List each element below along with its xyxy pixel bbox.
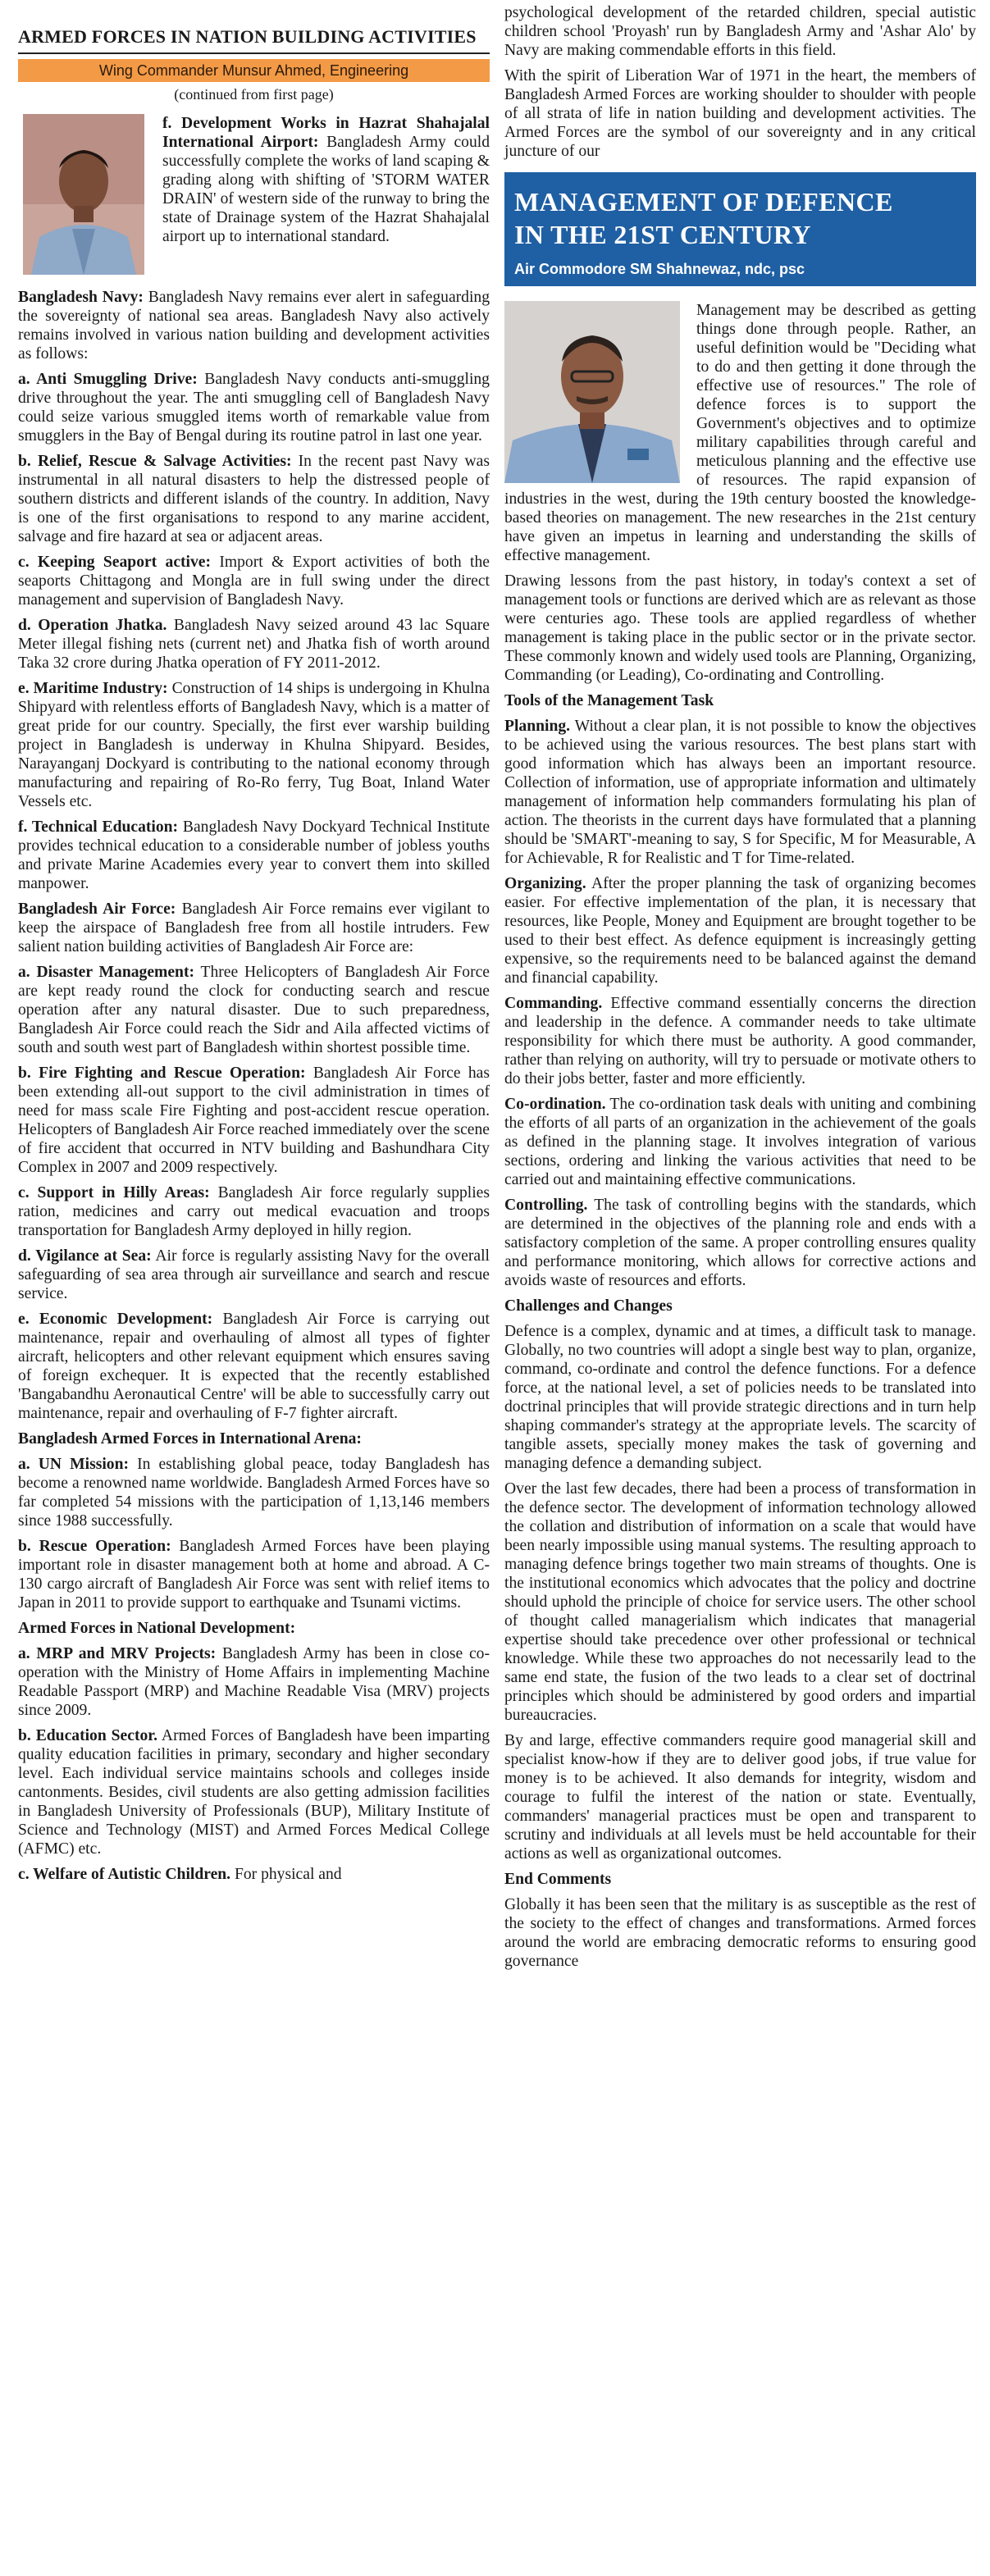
item-f-text: Bangladesh Army could successfully complete the works of land scaping & grading along with shifting of 'STORM WATER DRAIN' of western side of the runway to bring the state of Drainage system of the Hazrat Shahajalal airport up to international standard. <box>162 134 490 245</box>
nd-item-b-heading: b. Education Sector. <box>18 1727 158 1744</box>
organizing-text: After the proper planning the task of organizing becomes easier. For effective implementation of the plan, it is necessary that resources, like People, Money and Equipment are brought together to be used to their best effect. As defence equipment is increasingly getting expensive, so the requirements need to be balanced against the demand and financial capability. <box>504 875 976 987</box>
planning-text: Without a clear plan, it is not possible to know the objectives to be achieved using the various resources. The best plans start with good information which has always been an important resource. Collection of information, use of appropriate information and ultimately management of information help commanders formulating his plan of action. The theorists in the current days have formulated that a planning should be 'SMART'-meaning to say, S for Specific, M for Measurable, A for Achievable, R for Realistic and T for Time-related. <box>504 718 977 867</box>
author-photo-2 <box>504 301 680 483</box>
navy-item-e <box>18 679 490 811</box>
continued-text: psychological development of the retarded children, special autistic children school 'Proyash' run by Bangladesh Army and 'Ashar Alo' by Navy are making commendable efforts in this field. <box>504 4 976 59</box>
airforce-item-d-heading: d. Vigilance at Sea: <box>18 1247 152 1265</box>
navy-section <box>18 288 490 363</box>
article-banner <box>504 172 976 286</box>
banner-byline: Air Commodore SM Shahnewaz, ndc, psc <box>514 261 805 277</box>
controlling-para <box>504 1196 976 1290</box>
airforce-item-a-text: Three Helicopters of Bangladesh Air Force are kept ready round the clock for conducting search and rescue operation after any natural disaster. Due to such preparedness, Bangladesh Air Force could reach the Sidr and Aila affected victims of south and south west part of Bangladesh within shortest possible time. <box>18 964 490 1056</box>
navy-item-a <box>18 370 490 445</box>
airforce-item-c-heading: c. Support in Hilly Areas: <box>18 1184 210 1201</box>
navy-item-e-text: Construction of 14 ships is undergoing in Khulna Shipyard with relentless efforts of Bangladesh Navy, which is a matter of great pride for our country. Specially, the first ever warship building project in Bangladesh is underway in Khulna Shipyard. Besides, Narayanganj Dockyard is contributing to the national economy through manufacturing and repairing of Ro-Ro ferry, Tug Boat, Inland Water Vessels etc. <box>18 680 490 810</box>
navy-item-f-text: Bangladesh Navy Dockyard Technical Institute provides technical education to a considerable number of jobless youths and private Marine Academies every year to convert them into skilled manpower. <box>18 818 490 892</box>
navy-item-a-heading: a. Anti Smuggling Drive: <box>18 371 198 388</box>
lessons-para: Drawing lessons from the past history, in today's context a set of management tools or functions are derived which are as relevant as those were centuries ago. These tools are applied regardless of whether management is taking place in the public sector or in the private sector. These commonly known and widely used tools are Planning, Organizing, Commanding (or Leading), Co-ordinating and Controlling. <box>504 572 976 684</box>
nd-item-c-text: For physical and <box>234 1866 342 1883</box>
airforce-item-b-heading: b. Fire Fighting and Rescue Operation: <box>18 1065 306 1082</box>
navy-item-a-text: Bangladesh Navy conducts anti-smuggling drive throughout the year. The anti smuggling cell of Bangladesh Navy could seize various smuggled items worth of remarkable value from smugglers in the Bay of Bengal during its routine patrol in last one year. <box>18 371 490 445</box>
left-column <box>18 0 490 2576</box>
international-item-b-text: Bangladesh Armed Forces have been playing important role in disaster management both at home and abroad. A C-130 cargo aircraft of Bangladesh Air Force was sent with relief items to Japan in 2011 to provide support to earthquake and Tsunami victims. <box>18 1538 490 1612</box>
airforce-item-c-text: Bangladesh Air force regularly supplies ration, medicines and carry out medical evacuation and troops transportation for Bangladesh Army deployed in hilly region. <box>18 1184 490 1239</box>
navy-item-c-text: Import & Export activities of both the seaports Chittagong and Mongla are in full swing under the direct management and supervision of Bangladesh Navy. <box>18 554 490 609</box>
large-para: By and large, effective commanders require good managerial skill and specialist know-how if they are to deliver good jobs, if true value for money is to be achieved. It also demands for integrity, wisdom and courage to fulfil the interest of the nation or state. Eventually, commanders' managerial practices must be open and transparent to scrutiny and individuals at all levels must be held accountable for their actions as well as organizational outcomes. <box>504 1732 976 1862</box>
international-item-b <box>18 1537 490 1612</box>
navy-item-e-heading: e. Maritime Industry: <box>18 680 168 697</box>
international-item-a <box>18 1455 490 1530</box>
navy-item-c <box>18 553 490 609</box>
item-f-heading: f. Development Works in Hazrat Shahajalal International Airport: <box>162 115 490 151</box>
banner-title-line-1: MANAGEMENT OF DEFENCE <box>514 187 893 217</box>
commanding-heading: Commanding. <box>504 995 603 1012</box>
organizing-heading: Organizing. <box>504 875 586 892</box>
article-title: ARMED FORCES IN NATION BUILDING ACTIVITIES <box>18 26 477 47</box>
controlling-text: The task of controlling begins with the standards, which are determined in the objectives of the planning role and ends with a satisfactory completion of the same. A proper controlling ensures quality and performance monitoring, which allows for corrective actions and avoids waste of resources and efforts. <box>504 1197 976 1289</box>
international-item-a-text: In establishing global peace, today Bangladesh has become a renowned name worldwide. Bangladesh Armed Forces have so far completed 54 missions with the participation of 1,13,146 members since 1988 successfully. <box>18 1456 490 1530</box>
planning-para <box>504 717 976 868</box>
navy-item-f-heading: f. Technical Education: <box>18 818 179 836</box>
airforce-item-a <box>18 963 490 1057</box>
transformation-para: Over the last few decades, there had been a process of transformation in the defence sector. The development of information technology allowed the collation and distribution of information on a scale that would have been nearly impossible using manual systems. The resulting approach to managing defence brings together two main streams of thoughts. One is the institutional economics which advocates that the policy and doctrine should uphold the principle of choice for service users. The other school of thought called managerialism which indicates that managerial expertise should take precedence over other professional or technical knowledge. While these two approaches do not necessarily lead to the same end state, the fusion of the two leads to a clear set of doctrinal principles which should be administered by good orders and impartial bureaucracies. <box>504 1480 976 1724</box>
navy-item-c-heading: c. Keeping Seaport active: <box>18 554 212 571</box>
title-rule <box>18 52 490 54</box>
banner-title-line-2: IN THE 21ST CENTURY <box>514 220 811 249</box>
airforce-heading: Bangladesh Air Force: <box>18 900 176 918</box>
navy-intro: Bangladesh Navy remains ever alert in safeguarding the sovereignty of national sea areas. Bangladesh Navy also actively remains involved in various nation building and development activities as follows: <box>18 289 490 362</box>
author-byline: Wing Commander Munsur Ahmed, Engineering <box>18 59 490 82</box>
controlling-heading: Controlling. <box>504 1197 588 1214</box>
right-column <box>504 0 976 2576</box>
airforce-item-a-heading: a. Disaster Management: <box>18 964 194 981</box>
navy-heading: Bangladesh Navy: <box>18 289 144 306</box>
end-comments-heading: End Comments <box>504 1871 612 1888</box>
airforce-item-e <box>18 1310 490 1423</box>
challenges-heading: Challenges and Changes <box>504 1297 673 1315</box>
airforce-item-c <box>18 1183 490 1240</box>
navy-item-b-text: In the recent past Navy was instrumental in all natural disasters to help the distressed people of southern districts and different islands of the country. In addition, Navy is one of the first organisations to respond to any marine accident, salvage and fire hazard at sea or adjacent areas. <box>18 453 490 545</box>
navy-item-b-heading: b. Relief, Rescue & Salvage Activities: <box>18 453 292 470</box>
airforce-item-d-text: Air force is regularly assisting Navy for the overall safeguarding of sea area through air surveillance and search and rescue service. <box>18 1247 490 1302</box>
international-item-b-heading: b. Rescue Operation: <box>18 1538 171 1555</box>
liberation-para: With the spirit of Liberation War of 1971 in the heart, the members of Bangladesh Armed Forces are working shoulder to shoulder with people of all strata of life in nation building and development activities. The Armed Forces are the symbol of our sovereignty and in any critical juncture of our <box>504 67 976 160</box>
nd-item-b <box>18 1726 490 1858</box>
airforce-item-b <box>18 1064 490 1177</box>
airforce-item-e-text: Bangladesh Air Force is carrying out maintenance, repair and overhauling of almost all types of fighter aircraft, helicopters and other relevant equipment which ensures saving of foreign exchequer. It is expected that the recently established 'Bangabandhu Aeronautical Centre' will be able to successfully carry out maintenance, repair and overhauling of F-7 fighter aircraft. <box>18 1311 490 1422</box>
international-item-a-heading: a. UN Mission: <box>18 1456 129 1473</box>
navy-item-b <box>18 452 490 546</box>
airforce-item-e-heading: e. Economic Development: <box>18 1311 213 1328</box>
navy-item-d <box>18 616 490 672</box>
airforce-section <box>18 900 490 956</box>
challenges-para: Defence is a complex, dynamic and at times, a difficult task to manage. Globally, no two countries will adopt a single best way to plan, organize, command, co-ordinate and control the defence functions. For a defence force, at the national level, a set of policies needs to be translated into doctrinal principles that will provide strategic directions and in turn help shaping commander's strategy at the appropriate levels. The scarcity of tangible assets, specially money makes the task of governing and managing defence a demanding subject. <box>504 1323 976 1472</box>
coordination-para <box>504 1095 976 1189</box>
commanding-text: Effective command essentially concerns the direction and leadership in the defence. A commander needs to take ultimate responsibility for which there must be authority. A good commander, rather than relying on authority, will try to persuade or motivate others to do their jobs better, faster and more efficiently. <box>504 995 976 1087</box>
national-development-heading: Armed Forces in National Development: <box>18 1620 296 1637</box>
coordination-text: The co-ordination task deals with uniting and combining the efforts of all parts of an organization in the achievement of the goals as defined in the planning stage. It involves integration of various sections, ordering and linking the various activities that need to be carried out and maintaining effective communications. <box>504 1096 976 1188</box>
navy-item-f <box>18 818 490 893</box>
tools-heading: Tools of the Management Task <box>504 692 714 709</box>
airforce-item-b-text: Bangladesh Air Force has been extending all-out support to the civil administration in times of need for mass scale Fire Fighting and post-accident rescue operation. Helicopters of Bangladesh Air Force reached immediately over the scene of fire accident that occurred in NTV building and Bashundhara City Complex in 2007 and 2009 respectively. <box>18 1065 490 1176</box>
coordination-heading: Co-ordination. <box>504 1096 606 1113</box>
airforce-intro: Bangladesh Air Force remains ever vigilant to keep the airspace of Bangladesh free from all hostile intruders. Few salient nation building activities of Bangladesh Air Force are: <box>18 900 490 955</box>
end-comments-para: Globally it has been seen that the military is as susceptible as the rest of the society to the effect of changes and transformations. Armed forces around the world are embracing democratic reforms to ensuring good governance <box>504 1896 976 1970</box>
commanding-para <box>504 994 976 1088</box>
continued-note: (continued from first page) <box>174 86 334 103</box>
nd-item-a-heading: a. MRP and MRV Projects: <box>18 1645 217 1662</box>
nd-item-a-text: Bangladesh Army has been in close co-operation with the Ministry of Home Affairs in implementing Machine Readable Passport (MRP) and Machine Readable Visa (MRV) projects since 2009. <box>18 1645 490 1719</box>
nd-item-c-heading: c. Welfare of Autistic Children. <box>18 1866 231 1883</box>
intro-para: Management may be described as getting things done through people. Rather, an useful definition would be "Deciding what to do and then getting it done through the effective use of resources." The role of defence forces is to support the Government's objectives and to optimize military capabilities through careful and meticulous planning and the effective use of resources. The rapid expansion of industries in the west, during the 19th century boosted the knowledge-based theories on management. The new researches in the 21st century have given an impetus in learning and understanding the skills of effective management. <box>504 302 976 564</box>
navy-item-d-text: Bangladesh Navy seized around 43 lac Square Meter illegal fishing nets (current net) and Jhatka fish of worth around Taka 32 crore during Jhatka operation of FY 2011-2012. <box>18 617 490 672</box>
author-photo <box>23 114 144 275</box>
international-heading: Bangladesh Armed Forces in International Arena: <box>18 1430 362 1448</box>
nd-item-a <box>18 1644 490 1720</box>
organizing-para <box>504 874 976 987</box>
planning-heading: Planning. <box>504 718 571 735</box>
nd-item-b-text: Armed Forces of Bangladesh have been imparting quality education facilities in primary, secondary and higher secondary level. Each individual service maintains schools and colleges inside cantonments. Besides, civil students are also getting admission facilities in Bangladesh University of Professionals (BUP), Military Institute of Science and Technology (MIST) and Armed Forces Medical College (AFMC) etc. <box>18 1727 490 1858</box>
nd-item-c <box>18 1865 490 1884</box>
airforce-item-d <box>18 1247 490 1303</box>
navy-item-d-heading: d. Operation Jhatka. <box>18 617 167 634</box>
